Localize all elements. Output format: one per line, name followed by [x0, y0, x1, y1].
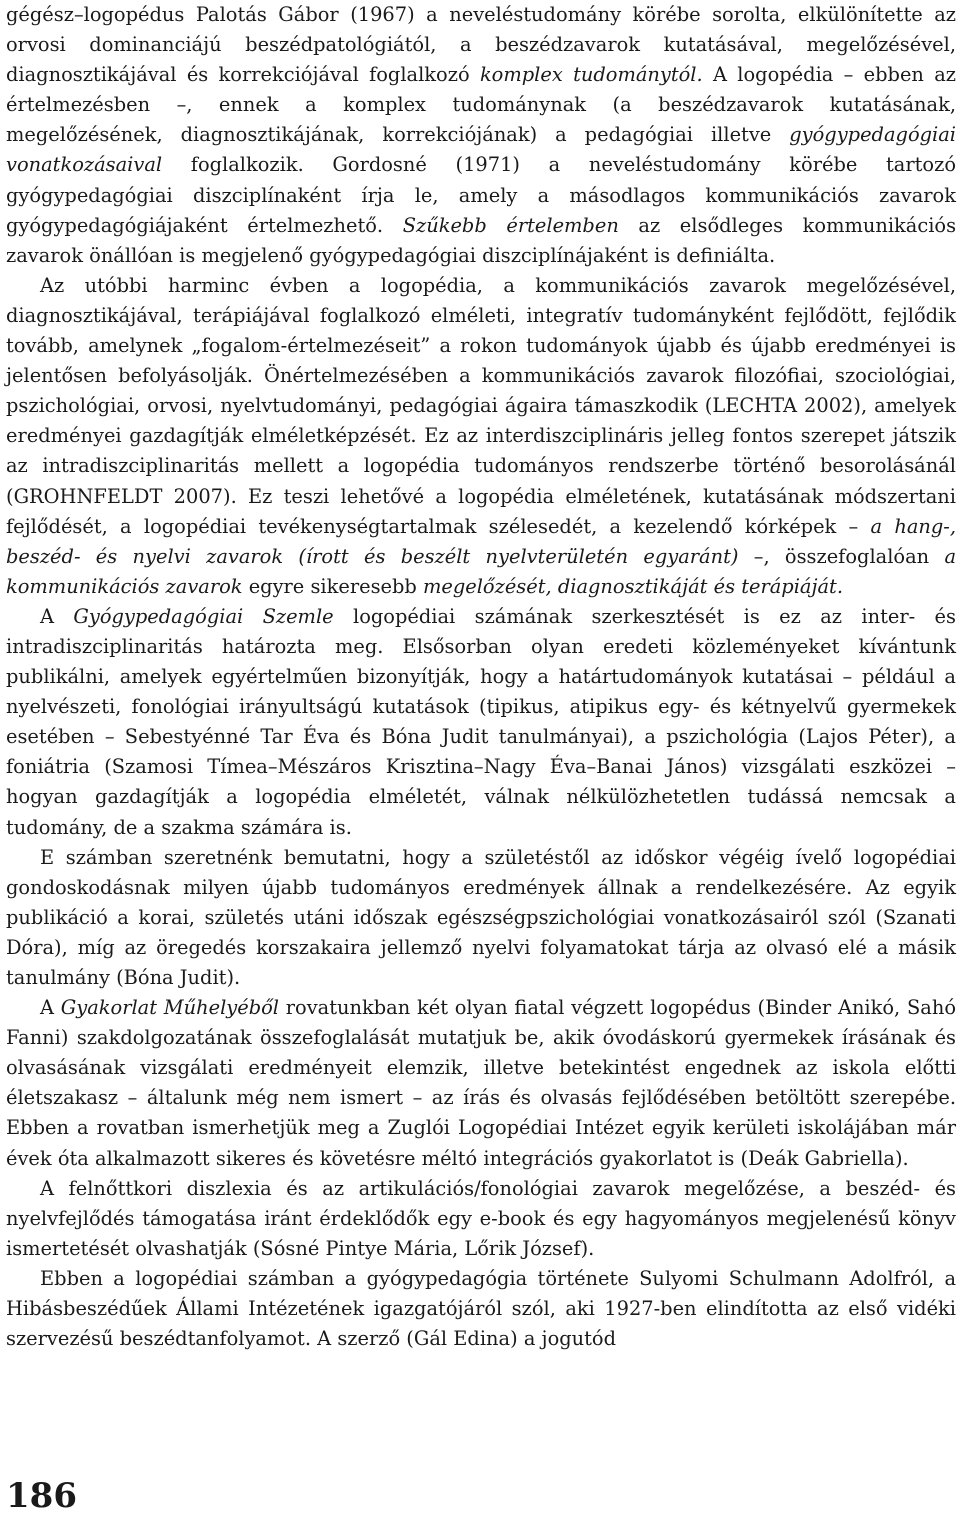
text-run: egyre sikeresebb [242, 574, 423, 598]
paragraph [6, 1174, 956, 1264]
italic-text: a hang-, beszéd- és nyelvi zavarok (írott és beszélt nyelvterületén egyaránt) [6, 514, 956, 568]
text-run: A [40, 996, 61, 1020]
text-run: A [40, 604, 74, 628]
text-run: Az utóbbi harminc évben a logopédia, a kommunikációs zavarok megelőzésével, diagnosztikájával, terápiájával foglalkozó elméleti, integratív tudományként fejlődött, fejlődik tovább, amelynek „fogalom-értelmezéseit” a rokon tudományok újabb és újabb eredményei is jelentősen befolyásolják. Önértelmezésében a kommunikációs zavarok filozófiai, szociológiai, pszichológiai, orvosi, nyelvtudományi, pedagógiai ágaira támaszkodik (LECHTA 2002), amelyek eredményei gazdagítják elméletképzését. Ez az interdiszciplináris jelleg fontos szerepet játszik az intradiszciplinaritás mellett a logopédia tudományos rendszerbe történő besorolásánál (GROHNFELDT 2007). Ez teszi lehetővé a logopédia elméletének, kutatásának módszertani fejlődését, a logopédiai tevékenységtartalmak szélesedét, a kezelendő kórképek – [6, 273, 956, 538]
italic-text: Szűkebb értelemben [402, 213, 619, 237]
text-run: foglalkozik. Gordosné (1971) a neveléstudomány körébe tartozó gyógypedagógiai diszciplínaként írja le, amely a másodlagos kommunikációs zavarok gyógypedagógiájaként értelmezhető. [6, 153, 956, 237]
italic-text: megelőzését, diagnosztikáját és terápiáját. [422, 574, 843, 598]
text-run: –, összefoglalóan [738, 544, 945, 568]
text-run: rovatunkban két olyan fiatal végzett logopédus (Binder Anikó, Sahó Fanni) szakdolgozatának összefoglalását mutatjuk be, akik óvodáskorú gyermekek írásának és olvasásának vizsgálati eredményeit elemzik, illetve betekintést engednek az iskola előtti életszakasz – általunk még nem ismert – az írás és olvasás fejlődésében betöltött szerepébe. Ebben a rovatban ismerhetjük meg a Zuglói Logopédiai Intézet egyik kerületi iskolájában már évek óta alkalmazott sikeres és követésre méltó integrációs gyakorlatot is (Deák Gabriella). [6, 996, 956, 1170]
text-run: E számban szeretnénk bemutatni, hogy a születéstől az időskor végéig ívelő logopédiai gondoskodásnak milyen újabb tudományos eredmények állnak a rendelkezésére. Az egyik publikáció a korai, születés utáni időszak egészségpszichológiai vonatkozásairól szól (Szanati Dóra), míg az öregedés korszakaira jellemző nyelvi folyamatokat tárja az olvasó elé a másik tanulmány (Bóna Judit). [6, 845, 956, 989]
paragraph [6, 602, 956, 843]
italic-text: a kommunikációs zavarok [6, 544, 956, 598]
paragraph [6, 1264, 956, 1354]
paragraph [6, 843, 956, 993]
text-run: az elsődleges kommunikációs zavarok önállóan is megjelenő gyógypedagógiai diszciplínájaként is definiálta. [6, 213, 957, 267]
text-run: A felnőttkori diszlexia és az artikulációs/fonológiai zavarok megelőzése, a beszéd- és nyelvfejlődés támogatása iránt érdeklődők egy e-book és egy hagyományos megjelenésű könyv ismertetését olvashatják (Sósné Pintye Mária, Lőrik József). [6, 1176, 956, 1260]
italic-text: Gyakorlat Műhelyéből [60, 996, 280, 1020]
italic-text: gyógypedagógiai vonatkozásaival [6, 123, 956, 177]
page-number: 186 [6, 1476, 77, 1516]
italic-text: komplex tudománytól. [479, 63, 703, 87]
paragraph [6, 271, 956, 602]
italic-text: Gyógypedagógiai Szemle [73, 604, 334, 628]
text-run: logopédiai számának szerkesztését is ez az inter- és intradiszciplinaritás határozta meg. Elsősorban olyan eredeti közleményeket kívántunk publikálni, amelyek egyértelműen bizonyítják, hogy a határtudományok kutatásai – például a nyelvészeti, fonológiai irányultságú kutatások (tipikus, atipikus egy- és kétnyelvű gyermekek esetében – Sebestyénné Tar Éva és Bóna Judit tanulmányai), a pszichológia (Lajos Péter), a foniátria (Szamosi Tímea–Mészáros Krisztina–Nagy Éva–Banai János) vizsgálati eszközei – hogyan gazdagítják a logopédia elméletét, válnak nélkülözhetetlen tudássá nemcsak a tudomány, de a szakma számára is. [6, 604, 956, 839]
text-run: gégész–logopédus Palotás Gábor (1967) a neveléstudomány körébe sorolta, elkülönítette az orvosi dominanciájú beszédpatológiától, a beszédzavarok kutatásával, megelőzésével, diagnosztikájával és korrekciójával foglalkozó [6, 3, 956, 87]
text-run: Ebben a logopédiai számban a gyógypedagógia története Sulyomi Schulmann Adolfról, a Hibásbeszédűek Állami Intézetének igazgatójáról szól, aki 1927-ben elindította az első vidéki szervezésű beszédtanfolyamot. A szerző (Gál Edina) a jogutód [6, 1266, 956, 1351]
paragraph [6, 993, 956, 1174]
text-run: A logopédia – ebben az értelmezésben –, ennek a komplex tudománynak (a beszédzavarok kutatásának, megelőzésének, diagnosztikájának, korrekciójának) a pedagógiai illetve [6, 63, 956, 147]
paragraph [6, 0, 956, 271]
page-body [6, 0, 956, 1354]
